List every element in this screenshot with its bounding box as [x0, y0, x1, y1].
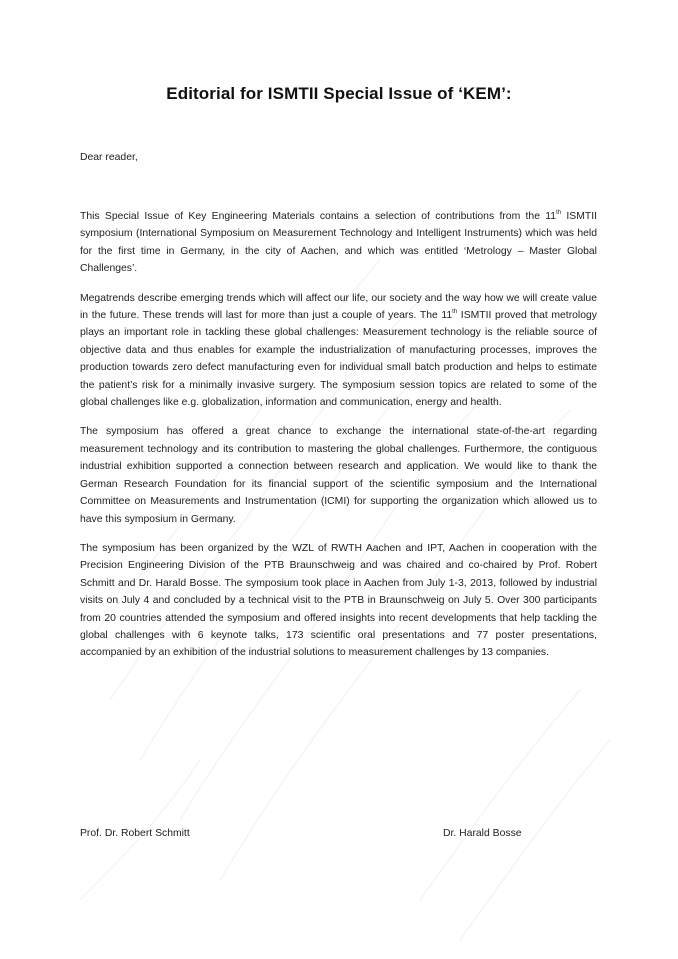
signature-bosse: Dr. Harald Bosse [443, 828, 522, 839]
editorial-body [80, 208, 597, 674]
paragraph-intro: This Special Issue of Key Engineering Materials contains a selection of contributions from the 11th ISMTII symposium (International Symposium on Measurement Technology and Intelligent Instruments) which was held for the first time in Germany, in the city of Aachen, and which was entitled ‘Metrology – Master Global Challenges’. [80, 210, 597, 275]
salutation: Dear reader, [80, 152, 138, 163]
paragraph-exchange: The symposium has offered a great chance to exchange the international state-of-the-art regarding measurement technology and its contribution to mastering the global challenges. Furthermore, the contiguous industrial exhibition supported a connection between research and application. We would like to thank the German Research Foundation for its financial support of the scientific symposium and the International Committee on Measurements and Instrumentation (ICMI) for supporting the organization which allowed us to have this symposium in Germany. [80, 426, 597, 525]
paragraph-organization: The symposium has been organized by the WZL of RWTH Aachen and IPT, Aachen in cooperation with the Precision Engineering Division of the PTB Braunschweig and was chaired and co-chaired by Prof. Robert Schmitt and Dr. Harald Bosse. The symposium took place in Aachen from July 1-3, 2013, followed by industrial visits on July 4 and concluded by a technical visit to the PTB in Braunschweig on July 5. Over 300 participants from 20 countries attended the symposium and offered insights into recent developments that help tackling the global challenges with 6 keynote talks, 173 scientific oral presentations and 77 poster presentations, accompanied by an exhibition of the industrial solutions to measurement challenges by 13 companies. [80, 542, 597, 659]
paragraph-megatrends: Megatrends describe emerging trends which will affect our life, our society and the way how we will create value in the future. These trends will last for more than just a couple of years. The 11th ISMTII proved that metrology plays an important role in tackling these global challenges: Measurement technology is the reliable source of objective data and thus enables for example the industrialization of manufacturing processes, improves the production towards zero defect manufacturing even for individual small batch production and helps to estimate the patient’s risk for a minimally invasive surgery. The symposium session topics are related to some of the global challenges like e.g. globalization, information and communication, energy and health. [80, 292, 597, 409]
page-title: Editorial for ISMTII Special Issue of ‘KEM’: [166, 84, 512, 103]
signature-schmitt: Prof. Dr. Robert Schmitt [80, 828, 190, 839]
